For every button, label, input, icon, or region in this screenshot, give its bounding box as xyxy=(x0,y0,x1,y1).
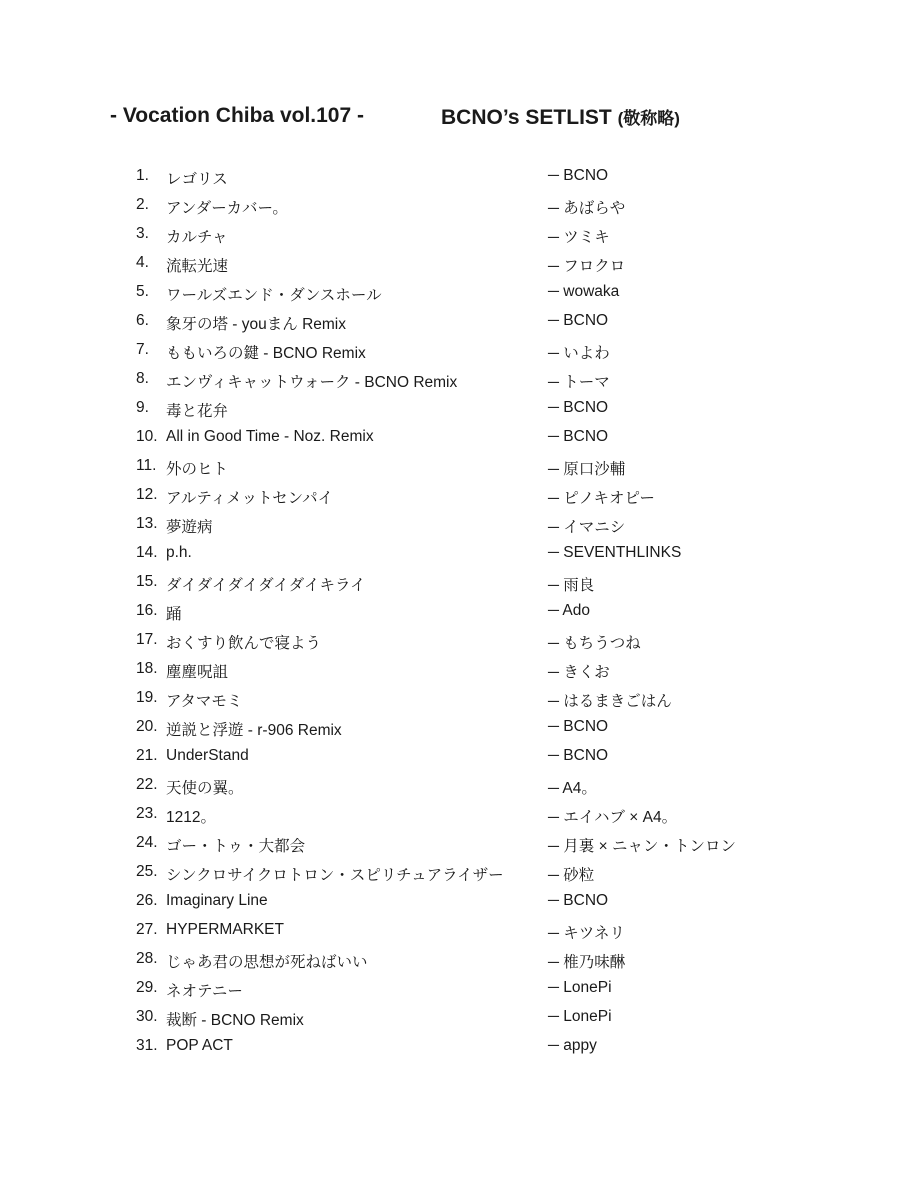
track-artist: ─ イマニシ xyxy=(548,519,626,536)
track-title: ネオテニー xyxy=(166,983,243,1000)
track-artist: ─ トーマ xyxy=(548,374,610,391)
track-title: UnderStand xyxy=(166,747,249,764)
track-artist: ─ 椎乃味醂 xyxy=(548,954,626,971)
track-title: HYPERMARKET xyxy=(166,921,284,938)
track-number: 2. xyxy=(136,196,149,213)
setlist-row xyxy=(0,685,910,714)
track-number: 9. xyxy=(136,399,149,416)
track-number: 11. xyxy=(136,457,157,474)
track-artist: ─ BCNO xyxy=(548,167,609,184)
track-number: 23. xyxy=(136,805,158,822)
track-title: Imaginary Line xyxy=(166,892,268,909)
setlist-row xyxy=(0,1004,910,1033)
track-artist: ─ あばらや xyxy=(548,200,626,217)
track-artist: ─ キツネリ xyxy=(548,925,625,942)
track-number: 4. xyxy=(136,254,149,271)
track-number: 24. xyxy=(136,834,158,851)
track-artist: ─ エイハブ × A4。 xyxy=(548,809,678,826)
track-artist: ─ BCNO xyxy=(548,428,609,445)
track-artist: ─ A4。 xyxy=(548,780,597,797)
track-title: 毒と花弁 xyxy=(166,403,229,420)
track-number: 31. xyxy=(136,1037,158,1054)
track-artist: ─ appy xyxy=(548,1037,597,1054)
track-number: 28. xyxy=(136,950,158,967)
setlist-row xyxy=(0,453,910,482)
setlist-row xyxy=(0,308,910,337)
track-number: 15. xyxy=(136,573,158,590)
track-title: 踊 xyxy=(166,606,182,623)
setlist-row xyxy=(0,511,910,540)
track-title: 象牙の塔 - youまん Remix xyxy=(166,316,346,333)
setlist-row xyxy=(0,424,910,453)
honorific-note: (敬称略) xyxy=(617,109,680,128)
track-artist: ─ BCNO xyxy=(548,892,609,909)
track-artist: ─ BCNO xyxy=(548,399,609,416)
track-number: 25. xyxy=(136,863,158,880)
setlist-row xyxy=(0,250,910,279)
track-title: 天使の翼。 xyxy=(166,780,244,797)
track-title: エンヴィキャットウォーク - BCNO Remix xyxy=(166,374,458,391)
track-number: 20. xyxy=(136,718,158,735)
document-header xyxy=(0,104,910,140)
setlist-row xyxy=(0,569,910,598)
track-artist: ─ wowaka xyxy=(548,283,620,300)
setlist-row xyxy=(0,540,910,569)
track-artist: ─ はるまきごはん xyxy=(548,693,672,710)
track-artist: ─ BCNO xyxy=(548,747,609,764)
track-number: 27. xyxy=(136,921,158,938)
track-title: 夢遊病 xyxy=(166,519,213,536)
track-number: 30. xyxy=(136,1008,158,1025)
track-number: 26. xyxy=(136,892,158,909)
track-title: ワールズエンド・ダンスホール xyxy=(166,287,382,304)
track-number: 7. xyxy=(136,341,149,358)
track-number: 22. xyxy=(136,776,158,793)
setlist-title-text: BCNO’s SETLIST xyxy=(441,106,612,129)
track-artist: ─ もちうつね xyxy=(548,635,641,652)
setlist xyxy=(0,163,910,1062)
track-number: 6. xyxy=(136,312,149,329)
track-title: アルティメットセンパイ xyxy=(166,490,334,507)
track-artist: ─ 原口沙輔 xyxy=(548,461,626,478)
track-title: ももいろの鍵 - BCNO Remix xyxy=(166,345,366,362)
track-number: 5. xyxy=(136,283,149,300)
track-title: 流転光速 xyxy=(166,258,229,275)
track-number: 16. xyxy=(136,602,158,619)
setlist-row xyxy=(0,221,910,250)
track-title: 裁断 - BCNO Remix xyxy=(166,1012,304,1029)
setlist-row xyxy=(0,888,910,917)
track-number: 1. xyxy=(136,167,149,184)
track-artist: ─ LonePi xyxy=(548,1008,612,1025)
track-title: p.h. xyxy=(166,544,192,561)
track-artist: ─ BCNO xyxy=(548,718,609,735)
track-title: ダイダイダイダイダイキライ xyxy=(166,577,366,594)
setlist-row xyxy=(0,656,910,685)
track-title: 塵塵呪詛 xyxy=(166,664,229,681)
track-title: 逆説と浮遊 - r-906 Remix xyxy=(166,722,342,739)
setlist-row xyxy=(0,598,910,627)
setlist-row xyxy=(0,627,910,656)
track-number: 29. xyxy=(136,979,158,996)
track-artist: ─ 雨良 xyxy=(548,577,595,594)
setlist-row xyxy=(0,337,910,366)
track-title: All in Good Time - Noz. Remix xyxy=(166,428,374,445)
track-title: 1212。 xyxy=(166,809,216,826)
track-title: アンダーカバー。 xyxy=(166,200,288,217)
track-title: カルチャ xyxy=(166,229,228,246)
track-artist: ─ LonePi xyxy=(548,979,612,996)
setlist-row xyxy=(0,482,910,511)
setlist-row xyxy=(0,859,910,888)
setlist-row xyxy=(0,714,910,743)
setlist-row xyxy=(0,917,910,946)
track-artist: ─ SEVENTHLINKS xyxy=(548,544,682,561)
track-number: 13. xyxy=(136,515,158,532)
event-title: - Vocation Chiba vol.107 - xyxy=(110,104,364,127)
track-artist: ─ ツミキ xyxy=(548,229,610,246)
track-title: アタマモミ xyxy=(166,693,243,710)
setlist-row xyxy=(0,279,910,308)
track-number: 21. xyxy=(136,747,158,764)
track-number: 8. xyxy=(136,370,149,387)
setlist-row xyxy=(0,946,910,975)
track-title: おくすり飲んで寝よう xyxy=(166,635,322,652)
track-title: ゴー・トゥ・大都会 xyxy=(166,838,306,855)
track-title: レゴリス xyxy=(166,171,228,188)
track-artist: ─ きくお xyxy=(548,664,610,681)
setlist-row xyxy=(0,366,910,395)
track-artist: ─ ピノキオピー xyxy=(548,490,655,507)
track-number: 3. xyxy=(136,225,149,242)
setlist-row xyxy=(0,830,910,859)
track-artist: ─ フロクロ xyxy=(548,258,626,275)
track-artist: ─ Ado xyxy=(548,602,591,619)
track-title: じゃあ君の思想が死ねばいい xyxy=(166,954,368,971)
track-title: POP ACT xyxy=(166,1037,233,1054)
track-number: 18. xyxy=(136,660,158,677)
track-artist: ─ 砂粒 xyxy=(548,867,595,884)
track-artist: ─ BCNO xyxy=(548,312,609,329)
track-title: シンクロサイクロトロン・スピリチュアライザー xyxy=(166,867,504,884)
setlist-row xyxy=(0,163,910,192)
track-artist: ─ 月裏 × ニャン・トンロン xyxy=(548,838,736,855)
track-number: 14. xyxy=(136,544,158,561)
setlist-row xyxy=(0,975,910,1004)
track-number: 17. xyxy=(136,631,158,648)
setlist-row xyxy=(0,1033,910,1062)
setlist-row xyxy=(0,395,910,424)
setlist-title xyxy=(441,104,680,130)
track-number: 10. xyxy=(136,428,158,445)
track-number: 12. xyxy=(136,486,158,503)
setlist-row xyxy=(0,772,910,801)
track-number: 19. xyxy=(136,689,158,706)
setlist-row xyxy=(0,192,910,221)
setlist-row xyxy=(0,801,910,830)
track-title: 外のヒト xyxy=(166,461,229,478)
track-artist: ─ いよわ xyxy=(548,345,610,362)
setlist-row xyxy=(0,743,910,772)
